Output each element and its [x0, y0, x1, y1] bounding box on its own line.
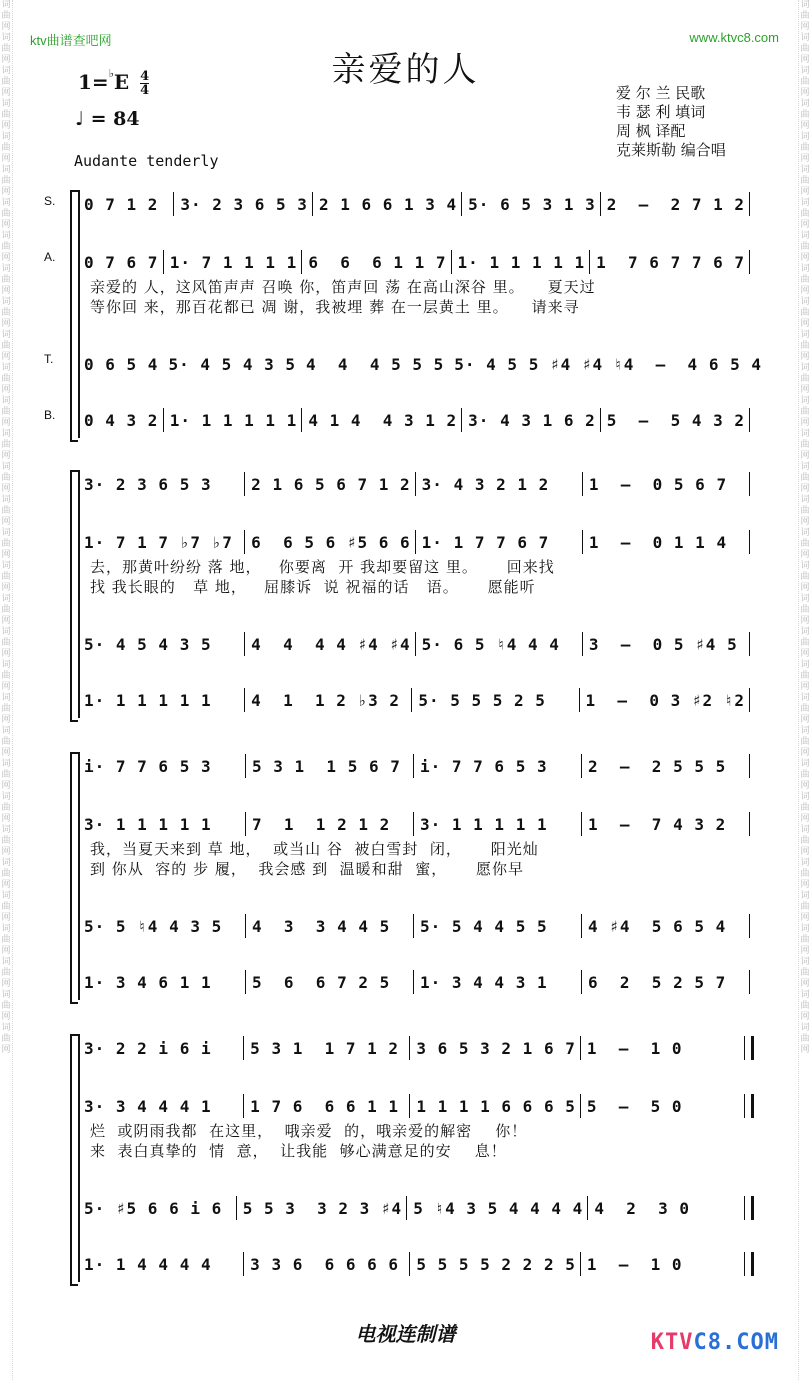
credit-line: 韦 瑟 利 填词: [616, 103, 706, 121]
barline: [415, 472, 416, 496]
measure: 5 – 5 4 3 2: [606, 410, 745, 430]
barline: [245, 812, 246, 836]
barline: [744, 1252, 754, 1276]
barline: [749, 472, 750, 496]
barline: [749, 192, 750, 216]
logo-part1: KTV: [650, 1330, 694, 1355]
staff-row: [82, 1092, 754, 1120]
measure: 2 1 6 6 1 3 4: [318, 194, 458, 214]
barline: [581, 754, 582, 778]
measure: 1· 1 1 1 1 1: [169, 410, 298, 430]
barline: [581, 812, 582, 836]
measure: 1 – 1 0: [586, 1254, 683, 1274]
measure: 1· 7 1 1 1 1: [169, 252, 298, 272]
barline: [582, 632, 583, 656]
measure: 5 3 1 1 5 6 7: [252, 756, 401, 776]
system-barline: [78, 190, 80, 438]
measure: 4 4 4 4 ♯4 ♯4: [251, 634, 411, 654]
measure: 3 3 6 6 6 6 6: [250, 1254, 400, 1274]
barline: [749, 530, 750, 554]
barline: [581, 970, 582, 994]
measure: 1· 1 1 1 1 1: [457, 252, 586, 272]
barline: [411, 688, 412, 712]
barline: [749, 970, 750, 994]
lyric-line: 来 表白真挚的 情 意， 让我能 够心满意足的安 息！: [90, 1142, 507, 1160]
measure: 5· 5 4 4 5 5: [420, 916, 548, 936]
barline: [312, 192, 313, 216]
tempo-mark: ♩ = 84: [75, 108, 140, 130]
measure: 0 6 5 4: [84, 354, 159, 374]
barline: [244, 530, 245, 554]
staff-row: [82, 190, 754, 218]
barline: [163, 408, 164, 432]
barline: [173, 192, 174, 216]
key-note: E: [113, 70, 130, 94]
barline: [600, 192, 601, 216]
measure: 0 4 3 2: [84, 410, 159, 430]
barline: [413, 754, 414, 778]
measure: i· 7 7 6 5 3: [84, 756, 212, 776]
system-barline: [78, 1034, 80, 1282]
measure: 5· 6 5 3 1 3: [468, 194, 596, 214]
measure: 5 6 6 7 2 5: [252, 972, 391, 992]
measure: 0 7 6 7: [84, 252, 159, 272]
measure: 1 – 0 1 1 4: [588, 532, 728, 552]
barline: [406, 1196, 407, 1220]
barline: [244, 632, 245, 656]
barline: [749, 754, 750, 778]
lyric-line: 去，那黄叶纷纷 落 地， 你要离 开 我却要留这 里。 回来找: [90, 558, 555, 576]
measure: 4 3 3 4 4 5: [252, 916, 391, 936]
barline: [600, 408, 601, 432]
barline: [587, 1196, 588, 1220]
measure: 1 – 0 3 ♯2 ♮2: [585, 690, 746, 710]
measure: ♮4 – 4 6 5 4: [613, 354, 762, 374]
right-watermark-strip: 词曲网词曲网词曲网词曲网词曲网词曲网词曲网词曲网词曲网词曲网词曲网词曲网词曲网词曲网词曲网词曲网词曲网词曲网词曲网词曲网词曲网词曲网词曲网词曲网词曲网词曲网词曲网词曲网词曲网词曲网词曲网词曲网: [798, 0, 811, 1380]
measure: 1· 3 4 4 3 1: [420, 972, 548, 992]
measure: 1· 1 1 1 1 1: [84, 690, 212, 710]
measure: 4 1 1 2 ♭3 2: [251, 690, 401, 710]
lyric-line: 到 你从 容的 步 履， 我会感 到 温暖和甜 蜜， 愿你早: [90, 860, 525, 878]
voice-label-alto: A.: [44, 250, 56, 264]
barline: [409, 1252, 410, 1276]
lyric-line: 亲爱的 人，这风笛声声 召唤 你，笛声回 荡 在高山深谷 里。 夏天过: [90, 278, 596, 296]
barline: [243, 1036, 244, 1060]
voice-label-bass: B.: [44, 408, 56, 422]
measure: 7 1 1 2 1 2: [252, 814, 391, 834]
song-title: 亲爱的人: [331, 50, 480, 90]
staff-row: [82, 912, 754, 940]
measure: 1· 3 4 6 1 1: [84, 972, 212, 992]
barline: [749, 250, 750, 274]
staff-row: [82, 752, 754, 780]
measure: 6 6 6 1 1 7: [308, 252, 447, 272]
measure: 3· 1 1 1 1 1: [420, 814, 548, 834]
time-signature: [140, 70, 149, 97]
system-bracket: [70, 190, 78, 442]
site-logo: [651, 1330, 779, 1355]
staff-row: [82, 1034, 754, 1062]
barline: [580, 1252, 581, 1276]
barline: [244, 472, 245, 496]
measure: 5 3 1 1 7 1 2: [250, 1038, 400, 1058]
system-bracket: [70, 1034, 78, 1286]
staff-row: [82, 350, 762, 378]
measure: 5 – 5 0: [586, 1096, 683, 1116]
measure: 5 5 3 3 2 3 ♯4: [242, 1198, 403, 1218]
barline: [582, 530, 583, 554]
staff-row: [82, 630, 754, 658]
measure: 2 – 2 5 5 5: [588, 756, 727, 776]
measure: 4 ♯4 5 6 5 4: [588, 916, 727, 936]
meter-top: 4: [140, 69, 150, 84]
measure: 0 7 1 2: [84, 194, 159, 214]
barline: [581, 914, 582, 938]
lyric-line: 烂 或阴雨我都 在这里， 哦亲爱 的，哦亲爱的解密 你！: [90, 1122, 528, 1140]
barline: [244, 688, 245, 712]
key-prefix: 1=: [78, 70, 109, 94]
measure: 4 4 4 5 5 5: [306, 354, 445, 374]
staff-row: [82, 1250, 754, 1278]
barline: [245, 754, 246, 778]
measure: 1· 1 4 4 4 4: [84, 1254, 212, 1274]
measure: 3· 4 3 2 1 2: [421, 474, 550, 494]
credit-line: 爱 尔 兰 民歌: [616, 84, 706, 102]
barline: [582, 472, 583, 496]
barline: [744, 1094, 754, 1118]
measure: 3· 2 2 i 6 i: [84, 1038, 212, 1058]
lyric-line: 我，当夏天来到 草 地， 或当山 谷 被白雪封 闭， 阳光灿: [90, 840, 539, 858]
measure: 4 1 4 4 3 1 2: [308, 410, 458, 430]
measure: 6 6 5 6 ♯5 6 6: [251, 532, 411, 552]
barline: [245, 914, 246, 938]
staff-row: [82, 968, 754, 996]
logo-part2: C8.COM: [693, 1330, 779, 1355]
measure: 3 6 5 3 2 1 6 7: [416, 1038, 576, 1058]
staff-row: [82, 810, 754, 838]
measure: 3· 3 4 4 4 1: [84, 1096, 212, 1116]
barline: [243, 1094, 244, 1118]
barline: [580, 1036, 581, 1060]
measure: 1 – 0 5 6 7: [588, 474, 728, 494]
barline: [245, 970, 246, 994]
credits: [616, 84, 726, 160]
barline: [589, 250, 590, 274]
barline: [163, 250, 164, 274]
barline: [749, 914, 750, 938]
credit-line: 周 枫 译配: [616, 122, 686, 140]
expression-mark: Audante tenderly: [74, 152, 219, 170]
barline: [580, 1094, 581, 1118]
measure: 4 2 3 0: [594, 1198, 691, 1218]
barline: [451, 250, 452, 274]
measure: 3· 1 1 1 1 1: [84, 814, 212, 834]
measure: 1· 7 1 7 ♭7 ♭7: [84, 532, 233, 552]
left-watermark-strip: 词曲网词曲网词曲网词曲网词曲网词曲网词曲网词曲网词曲网词曲网词曲网词曲网词曲网词曲网词曲网词曲网词曲网词曲网词曲网词曲网词曲网词曲网词曲网词曲网词曲网词曲网词曲网词曲网词曲网词曲网词曲网词曲网: [0, 0, 13, 1380]
staff-row: [82, 1194, 754, 1222]
barline: [749, 408, 750, 432]
barline: [236, 1196, 237, 1220]
barline: [579, 688, 580, 712]
measure: 6 2 5 2 5 7: [588, 972, 727, 992]
barline: [461, 408, 462, 432]
lyric-line: 找 我长眼的 草 地， 屈膝诉 说 祝福的话 语。 愿能听: [90, 578, 536, 596]
measure: 5· 4 5 4 3 5: [84, 634, 212, 654]
measure: 1 7 6 7 7 6 7: [596, 252, 745, 272]
voice-label-soprano: S.: [44, 194, 56, 208]
barline: [744, 1196, 754, 1220]
lyric-line: 等你回 来，那百花都已 凋 谢，我被埋 葬 在一层黄土 里。 请来寻: [90, 298, 580, 316]
barline: [744, 1036, 754, 1060]
key-signature: [78, 67, 150, 98]
barline: [749, 688, 750, 712]
measure: 5 ♮4 3 5 4 4 4 4: [413, 1198, 584, 1218]
measure: 1 – 7 4 3 2: [588, 814, 727, 834]
staff-row: [82, 470, 754, 498]
measure: 1 7 6 6 6 1 1: [250, 1096, 400, 1116]
source-label-left[interactable]: ktv曲谱查吧网: [30, 33, 112, 48]
voice-label-tenor: T.: [44, 352, 54, 366]
key-flat: ♭: [108, 67, 114, 80]
staff-row: [82, 686, 754, 714]
measure: 3· 2 3 6 5 3: [84, 474, 212, 494]
measure: 5· 5 ♮4 4 3 5: [84, 916, 223, 936]
measure: 5· ♯5 6 6 i 6: [84, 1198, 223, 1218]
credit-line: 克莱斯勒 编合唱: [616, 141, 726, 159]
system-bracket: [70, 752, 78, 1004]
measure: 5· 4 5 4 3 5: [168, 354, 297, 374]
measure: 2 1 6 5 6 7 1 2: [251, 474, 411, 494]
measure: 3 – 0 5 ♯4 5: [588, 634, 738, 654]
measure: 2 – 2 7 1 2: [606, 194, 745, 214]
barline: [415, 632, 416, 656]
barline: [301, 250, 302, 274]
measure: 5· 5 5 5 2 5: [418, 690, 546, 710]
staff-row: [82, 406, 754, 434]
barline: [749, 812, 750, 836]
staff-row: [82, 528, 754, 556]
barline: [749, 632, 750, 656]
system-bracket: [70, 470, 78, 722]
measure: 1 – 1 0: [586, 1038, 683, 1058]
barline: [413, 970, 414, 994]
barline: [461, 192, 462, 216]
staff-row: [82, 248, 754, 276]
barline: [413, 914, 414, 938]
measure: 5 5 5 5 2 2 2 5: [416, 1254, 576, 1274]
measure: i· 7 7 6 5 3: [420, 756, 548, 776]
barline: [243, 1252, 244, 1276]
system-barline: [78, 752, 80, 1000]
meter-bottom: 4: [140, 83, 150, 98]
measure: 5· 4 5 5 ♯4 ♯4: [454, 354, 604, 374]
measure: 5· 6 5 ♮4 4 4: [421, 634, 560, 654]
measure: 3· 4 3 1 6 2: [468, 410, 596, 430]
barline: [301, 408, 302, 432]
barline: [409, 1094, 410, 1118]
system-barline: [78, 470, 80, 718]
source-label-right[interactable]: www.ktvc8.com: [689, 30, 779, 45]
measure: 1· 1 7 7 6 7: [421, 532, 550, 552]
barline: [413, 812, 414, 836]
footer-credit: 电视连制谱: [355, 1322, 456, 1346]
measure: 3· 2 3 6 5 3: [180, 194, 308, 214]
barline: [409, 1036, 410, 1060]
measure: 1 1 1 1 6 6 6 5: [416, 1096, 576, 1116]
barline: [415, 530, 416, 554]
